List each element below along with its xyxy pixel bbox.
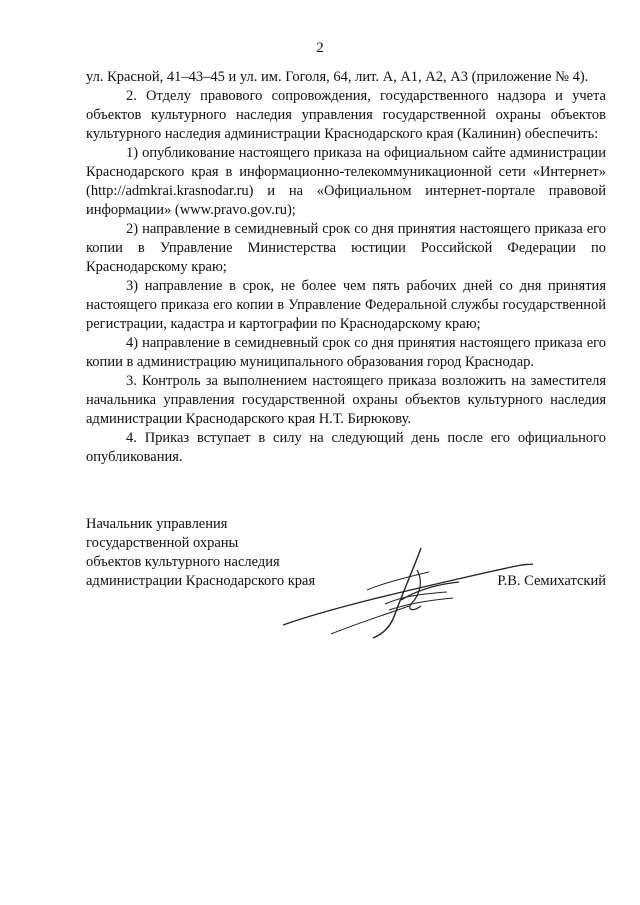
paragraph-item-3: 3. Контроль за выполнением настоящего приказа возложить на заместителя начальника управления государственной охраны объектов культурного наследия администрации Краснодарского края Н.Т. Бирюкову.	[86, 373, 606, 427]
signer-position-line: объектов культурного наследия	[86, 554, 280, 570]
page-number: 2	[316, 40, 324, 56]
paragraph-address-continuation: ул. Красной, 41–43–45 и ул. им. Гоголя, 64, лит. А, А1, А2, А3 (приложение № 4).	[86, 69, 589, 85]
signer-position-line: государственной охраны	[86, 535, 239, 551]
signer-name: Р.В. Семихатский	[497, 573, 606, 589]
paragraph-item-2: 2. Отделу правового сопровождения, государственного надзора и учета объектов культурного наследия управления государственной охраны объектов культурного наследия администрации Краснодарского края (Калинин) обеспечить:	[86, 88, 606, 142]
signer-position-line: администрации Краснодарского края	[86, 573, 316, 589]
paragraph-item-4: 4. Приказ вступает в силу на следующий день после его официального опубликования.	[86, 430, 606, 465]
signature-block	[86, 515, 606, 635]
paragraph-subitem-2: 2) направление в семидневный срок со дня принятия настоящего приказа его копии в Управление Министерства юстиции Российской Федерации по Краснодарскому краю;	[86, 221, 606, 275]
paragraph-subitem-4: 4) направление в семидневный срок со дня принятия настоящего приказа его копии в администрацию муниципального образования город Краснодар.	[86, 335, 606, 370]
document-body	[86, 68, 606, 467]
signer-position-line: Начальник управления	[86, 516, 228, 532]
paragraph-subitem-3: 3) направление в срок, не более чем пять рабочих дней со дня принятия настоящего приказа его копии в Управление Федеральной службы государственной регистрации, кадастра и картографии по Краснодарскому краю;	[86, 278, 606, 332]
paragraph-subitem-1: 1) опубликование настоящего приказа на официальном сайте администрации Краснодарского края в информационно-телекоммуникационной сети «Интернет» (http://admkrai.krasnodar.ru) и на «Официальном интернет-портале правовой информации» (www.pravo.gov.ru);	[86, 145, 606, 218]
